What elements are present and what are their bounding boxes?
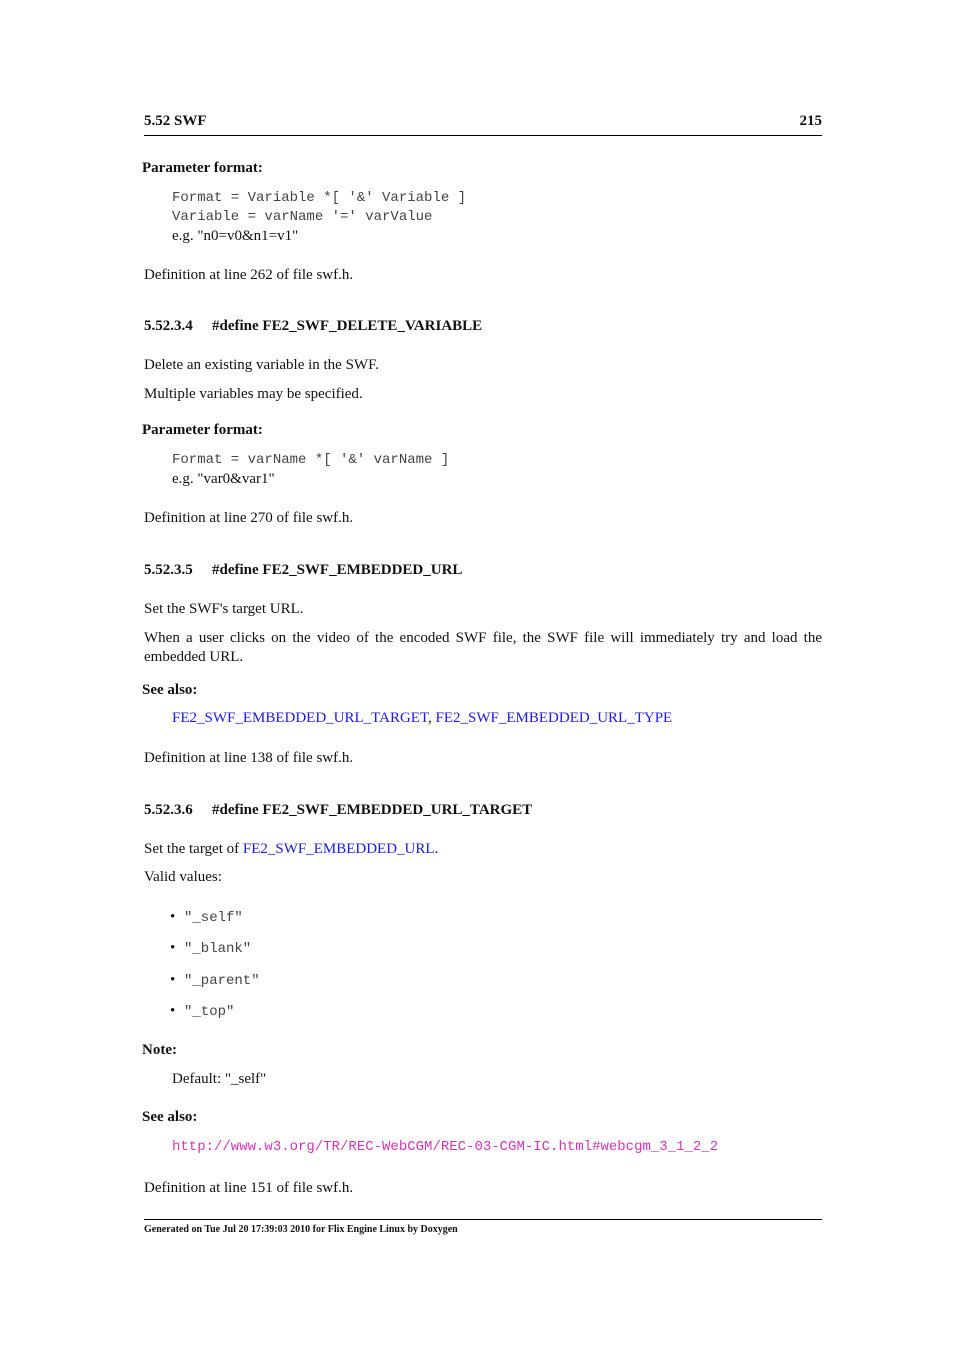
bullet-icon: • [170, 909, 176, 925]
code-line: Format = Variable *[ '&' Variable ] [172, 190, 467, 206]
link-embedded-url-type[interactable]: FE2_SWF_EMBEDDED_URL_TYPE [435, 710, 673, 726]
bullet-icon: • [170, 972, 176, 988]
section-heading [144, 802, 532, 819]
description-paragraph: When a user clicks on the video of the encoded SWF file, the SWF file will immediately try and load the embedded URL. [144, 630, 822, 665]
code-line: Variable = varName '=' varValue [172, 209, 433, 225]
section-number: 5.52.3.6 [144, 802, 193, 818]
code-line: Format = varName *[ '&' varName ] [172, 452, 450, 468]
section-number: 5.52.3.4 [144, 318, 193, 334]
valid-values-label: Valid values: [144, 869, 222, 885]
definition-text: Definition at line 138 of file swf.h. [144, 750, 354, 766]
example-text: e.g. "var0&var1" [172, 471, 275, 487]
document-page [144, 0, 822, 1350]
section-title: #define FE2_SWF_DELETE_VARIABLE [212, 318, 483, 334]
description-text: Delete an existing variable in the SWF. [144, 357, 379, 373]
link-embedded-url-target[interactable]: FE2_SWF_EMBEDDED_URL_TARGET [172, 710, 429, 726]
page-footer: Generated on Tue Jul 20 17:39:03 2010 for Flix Engine Linux by Doxygen [144, 1224, 458, 1235]
see-also-heading: See also: [142, 1109, 198, 1125]
list-item [170, 909, 243, 926]
footer-divider [144, 1219, 822, 1220]
definition-text: Definition at line 270 of file swf.h. [144, 510, 354, 526]
definition-text: Definition at line 151 of file swf.h. [144, 1180, 354, 1196]
description-prefix: Set the target of [144, 841, 243, 857]
section-title: #define FE2_SWF_EMBEDDED_URL [212, 562, 463, 578]
list-item-value: "_parent" [184, 973, 260, 989]
list-item-value: "_top" [184, 1004, 235, 1020]
note-text: Default: "_self" [172, 1071, 267, 1087]
see-also-heading: See also: [142, 682, 198, 698]
section-heading [144, 318, 482, 335]
note-heading: Note: [142, 1042, 177, 1058]
list-item-value: "_self" [184, 910, 243, 926]
header-section: 5.52 SWF [144, 113, 207, 129]
page-header [144, 113, 822, 136]
list-item [170, 972, 260, 989]
description-text: Multiple variables may be specified. [144, 386, 363, 402]
list-item [170, 940, 251, 957]
section-heading [144, 562, 462, 579]
list-item-value: "_blank" [184, 941, 252, 957]
bullet-icon: • [170, 940, 176, 956]
link-separator: , [428, 710, 436, 726]
example-text: e.g. "n0=v0&n1=v1" [172, 228, 299, 244]
see-also-links [172, 710, 672, 727]
webcgm-url-link[interactable]: http://www.w3.org/TR/REC-WebCGM/REC-03-CGM-IC.html#webcgm_3_1_2_2 [172, 1139, 719, 1155]
description-text [144, 841, 438, 858]
definition-text: Definition at line 262 of file swf.h. [144, 267, 354, 283]
list-item [170, 1003, 234, 1020]
section-title: #define FE2_SWF_EMBEDDED_URL_TARGET [212, 802, 533, 818]
section-number: 5.52.3.5 [144, 562, 193, 578]
header-page-number: 215 [799, 113, 822, 129]
bullet-icon: • [170, 1003, 176, 1019]
description-text: Set the SWF's target URL. [144, 601, 304, 617]
link-embedded-url[interactable]: FE2_SWF_EMBEDDED_URL [242, 841, 435, 857]
param-format-heading: Parameter format: [142, 160, 263, 176]
description-suffix: . [434, 841, 439, 857]
param-format-heading: Parameter format: [142, 422, 263, 438]
